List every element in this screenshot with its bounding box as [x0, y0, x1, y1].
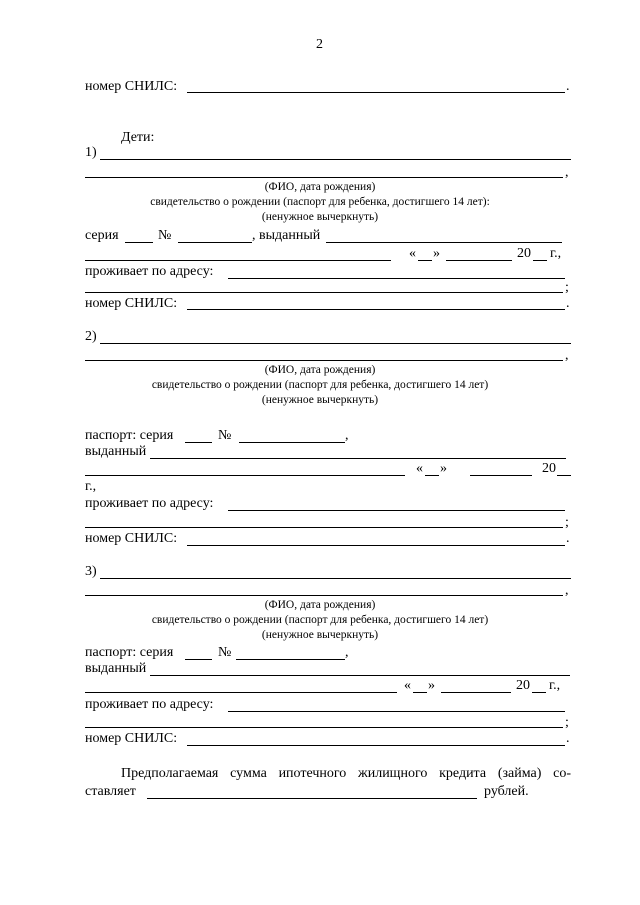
passport-label: паспорт: серия — [85, 645, 174, 660]
open-quote: « — [404, 678, 411, 693]
number-field[interactable] — [236, 659, 345, 660]
address-label: проживает по адресу: — [85, 697, 214, 712]
issued-field-2[interactable] — [85, 475, 405, 476]
day-field[interactable] — [413, 692, 427, 693]
year-field[interactable] — [557, 475, 571, 476]
strike-caption: (ненужное вычеркнуть) — [261, 394, 379, 406]
snils-label: номер СНИЛС: — [85, 531, 178, 546]
mortgage-amount-field[interactable] — [147, 798, 477, 799]
number-sign: № — [158, 228, 172, 243]
number-field[interactable] — [178, 242, 252, 243]
snils-label: номер СНИЛС: — [85, 731, 178, 746]
year-suffix: г., — [85, 479, 97, 494]
snils-field[interactable] — [187, 745, 565, 746]
mortgage-prefix: ставляет — [85, 784, 136, 799]
page-number: 2 — [316, 37, 323, 52]
semicolon: ; — [565, 280, 569, 295]
child-number: 1) — [85, 145, 97, 160]
child-name-field-2[interactable] — [85, 360, 563, 361]
fio-caption: (ФИО, дата рождения) — [264, 599, 376, 611]
issued-field-2[interactable] — [85, 260, 391, 261]
year-suffix: г., — [550, 246, 562, 261]
year-suffix: г., — [549, 678, 561, 693]
mortgage-text-line1: Предполагаемая сумма ипотечного жилищного кредита (займа) со- — [121, 766, 571, 781]
close-quote: » — [428, 678, 435, 693]
strike-caption: (ненужное вычеркнуть) — [261, 629, 379, 641]
child-number: 3) — [85, 564, 97, 579]
year-prefix: 20 — [542, 461, 556, 476]
day-field[interactable] — [418, 260, 432, 261]
fio-caption: (ФИО, дата рождения) — [264, 181, 376, 193]
comma: , — [565, 348, 569, 363]
issued-field[interactable] — [150, 458, 566, 459]
series-field[interactable] — [185, 442, 212, 443]
issued-field[interactable] — [326, 242, 562, 243]
children-heading: Дети: — [121, 130, 155, 145]
child-name-field[interactable] — [100, 578, 571, 579]
issued-field[interactable] — [150, 675, 570, 676]
address-label: проживает по адресу: — [85, 496, 214, 511]
semicolon: ; — [565, 715, 569, 730]
issued-label: выданный — [85, 444, 147, 459]
open-quote: « — [409, 246, 416, 261]
address-label: проживает по адресу: — [85, 264, 214, 279]
address-field-2[interactable] — [85, 727, 563, 728]
issued-label: , выданный — [252, 228, 321, 243]
strike-caption: (ненужное вычеркнуть) — [261, 211, 379, 223]
comma: , — [345, 428, 349, 443]
certificate-caption: свидетельство о рождении (паспорт для ребенка, достигшего 14 лет): — [150, 196, 490, 208]
child-number: 2) — [85, 329, 97, 344]
issued-field-2[interactable] — [85, 692, 397, 693]
year-field[interactable] — [533, 260, 547, 261]
close-quote: » — [433, 246, 440, 261]
snils-field[interactable] — [187, 309, 565, 310]
address-field[interactable] — [228, 711, 565, 712]
day-field[interactable] — [425, 475, 439, 476]
period: . — [566, 531, 570, 546]
comma: , — [345, 645, 349, 660]
address-field-2[interactable] — [85, 527, 563, 528]
month-field[interactable] — [446, 260, 512, 261]
child-name-field[interactable] — [100, 343, 571, 344]
year-prefix: 20 — [516, 678, 530, 693]
number-sign: № — [218, 428, 232, 443]
snils-label: номер СНИЛС: — [85, 79, 178, 94]
certificate-caption: свидетельство о рождении (паспорт для ребенка, достигшего 14 лет) — [151, 379, 489, 391]
address-field[interactable] — [228, 510, 565, 511]
period: . — [566, 296, 570, 311]
child-name-field-2[interactable] — [85, 595, 563, 596]
month-field[interactable] — [470, 475, 532, 476]
certificate-caption: свидетельство о рождении (паспорт для ребенка, достигшего 14 лет) — [151, 614, 489, 626]
year-prefix: 20 — [517, 246, 531, 261]
snils-field[interactable] — [187, 92, 565, 93]
number-sign: № — [218, 645, 232, 660]
semicolon: ; — [565, 515, 569, 530]
passport-label: паспорт: серия — [85, 428, 174, 443]
month-field[interactable] — [441, 692, 511, 693]
issued-label: выданный — [85, 661, 147, 676]
year-field[interactable] — [532, 692, 546, 693]
close-quote: » — [440, 461, 447, 476]
comma: , — [565, 165, 569, 180]
child-name-field[interactable] — [100, 159, 571, 160]
address-field-2[interactable] — [85, 292, 563, 293]
series-label: серия — [85, 228, 119, 243]
number-field[interactable] — [239, 442, 345, 443]
period: . — [566, 79, 570, 94]
address-field[interactable] — [228, 278, 565, 279]
series-field[interactable] — [185, 659, 212, 660]
snils-field[interactable] — [187, 545, 565, 546]
open-quote: « — [416, 461, 423, 476]
comma: , — [565, 583, 569, 598]
snils-label: номер СНИЛС: — [85, 296, 178, 311]
mortgage-suffix: рублей. — [484, 784, 529, 799]
period: . — [566, 731, 570, 746]
fio-caption: (ФИО, дата рождения) — [264, 364, 376, 376]
series-field[interactable] — [125, 242, 153, 243]
child-name-field-2[interactable] — [85, 177, 563, 178]
